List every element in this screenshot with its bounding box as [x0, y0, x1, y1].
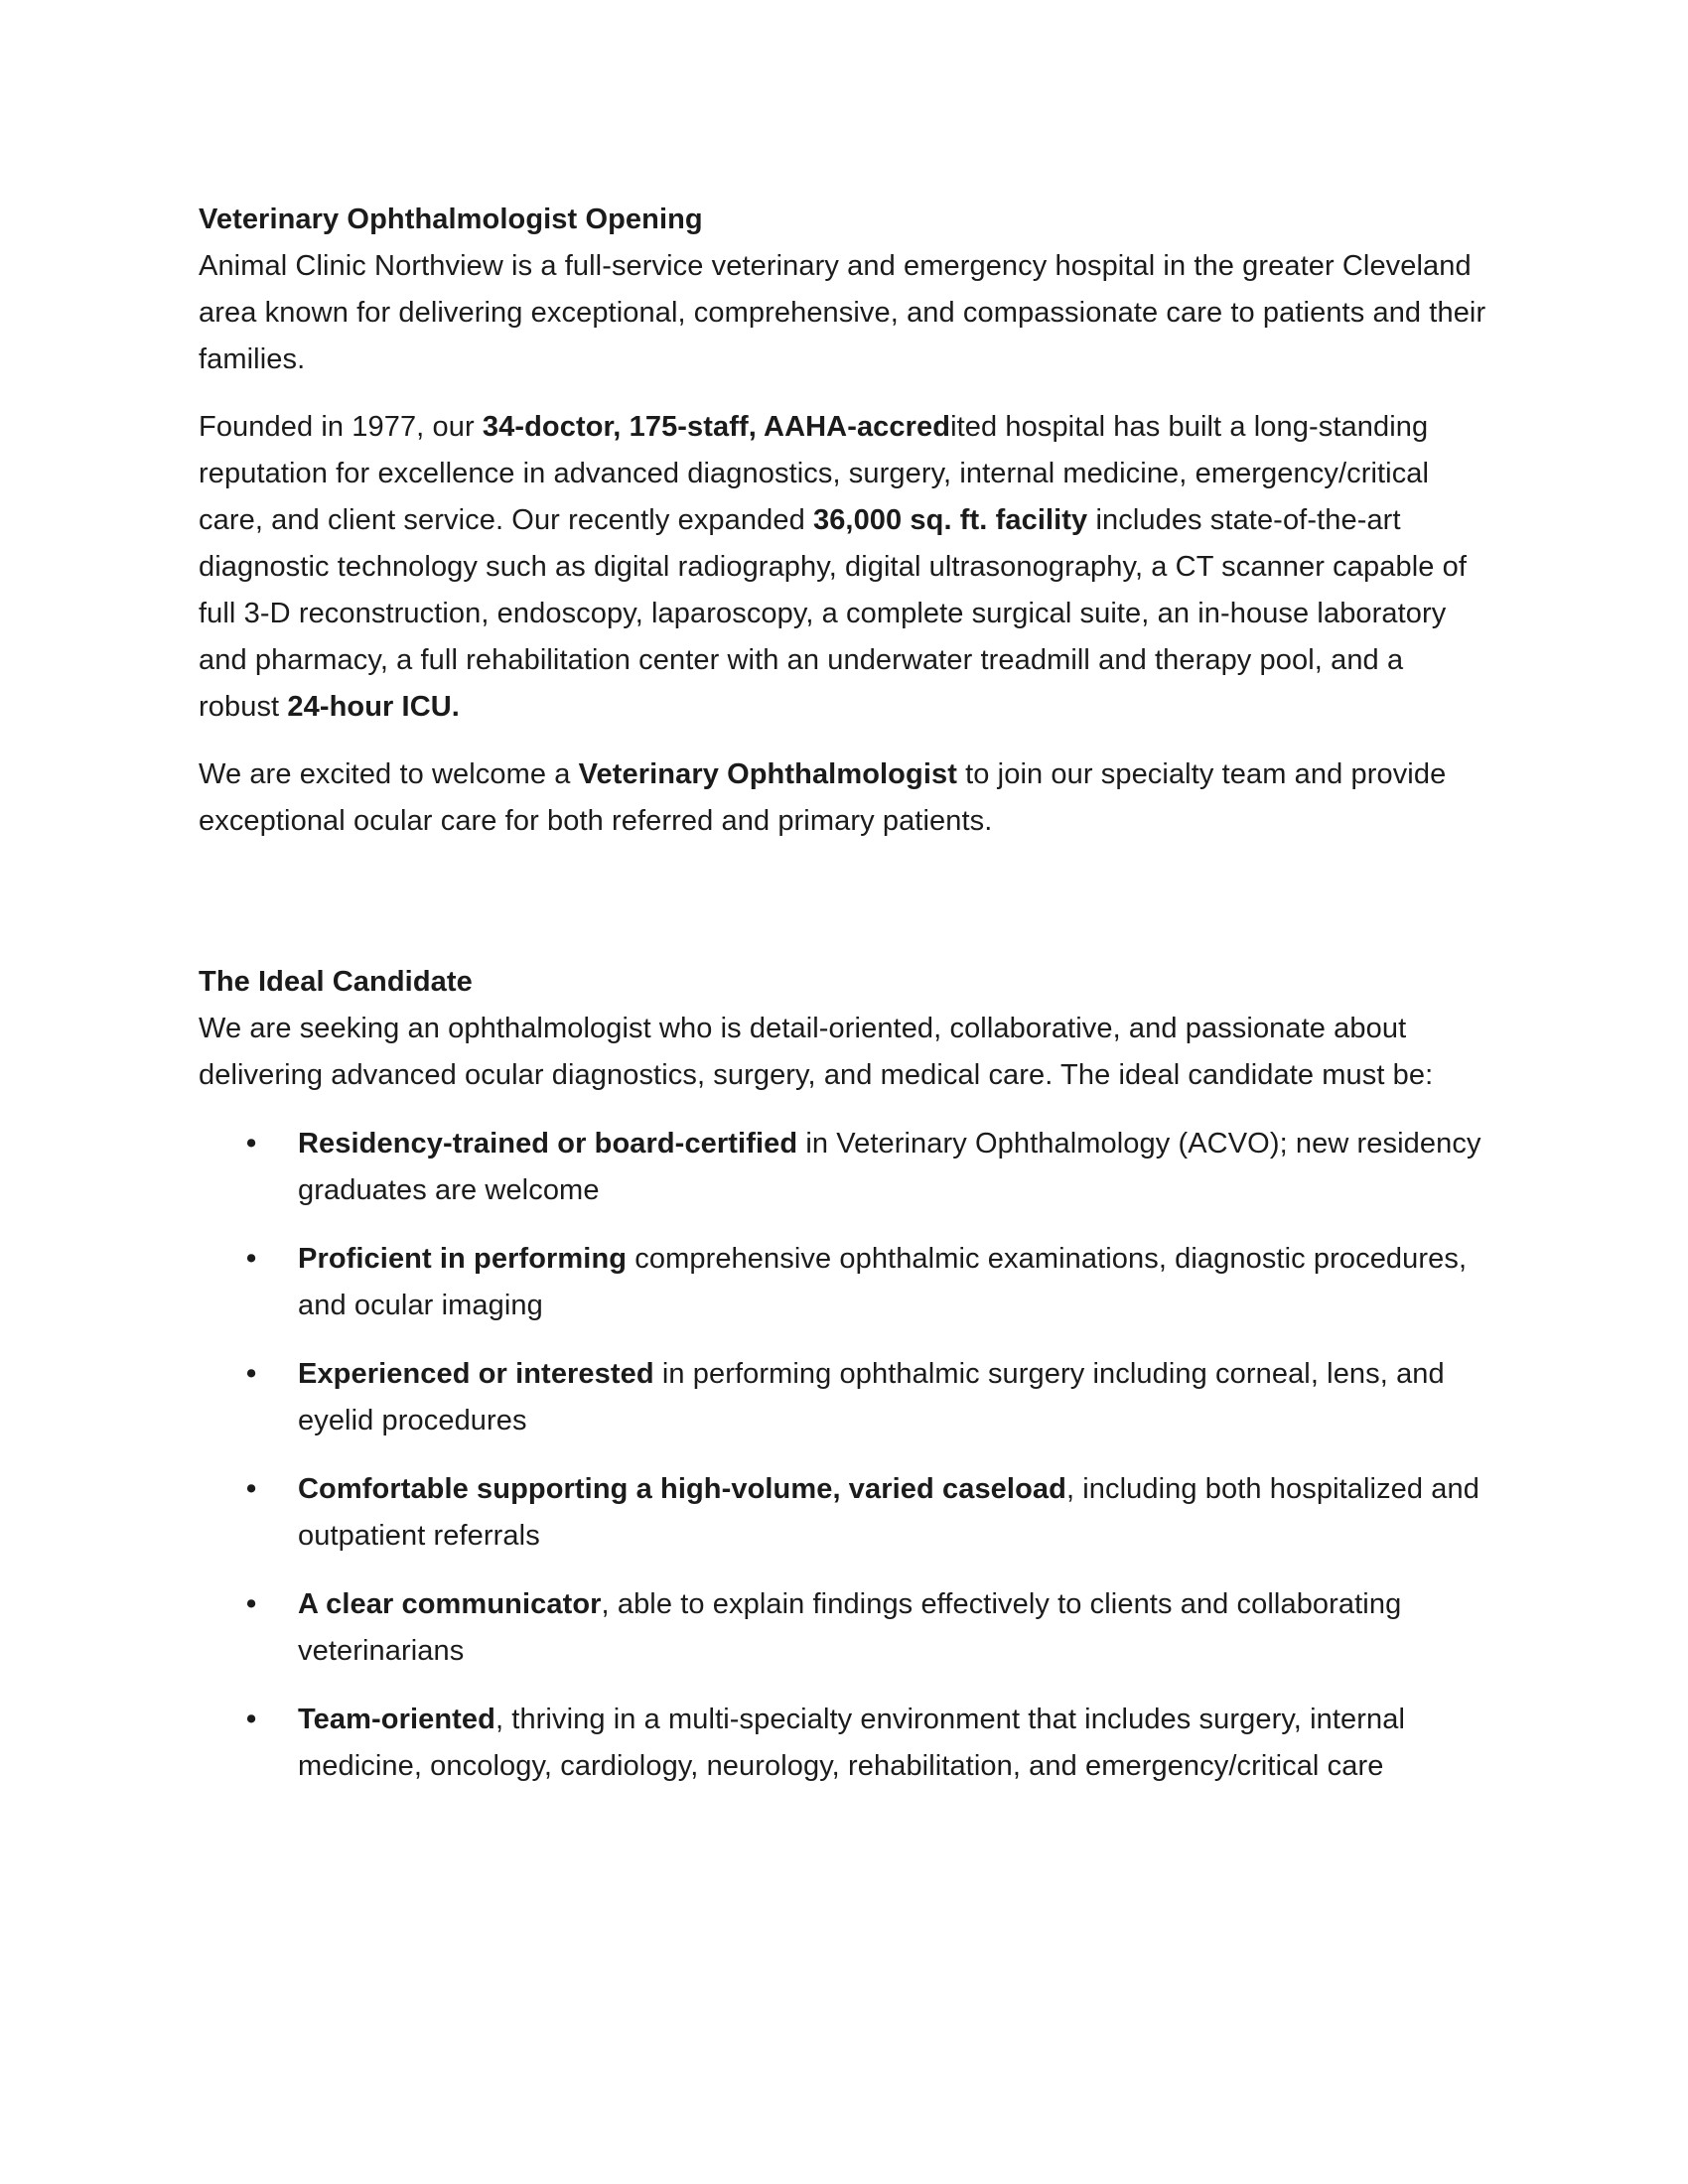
intro-paragraph: Animal Clinic Northview is a full-service veterinary and emergency hospital in the greater Cleveland area known for delivering exceptional, comprehensive, and compassionate care to patients and their families. [199, 250, 1486, 375]
requirement-text: , able to explain findings effectively to clients and collaborating veterinarians [298, 1588, 1402, 1667]
requirement-bold: A clear communicator [298, 1588, 602, 1620]
requirement-text: , including both hospitalized and outpatient referrals [298, 1473, 1479, 1552]
ideal-candidate-section [199, 959, 1489, 1790]
list-item [199, 1121, 1489, 1214]
bullet-icon: • [246, 1588, 257, 1620]
list-item [199, 1697, 1489, 1790]
list-item [199, 1581, 1489, 1675]
section-heading-opening: Veterinary Ophthalmologist Opening [199, 204, 703, 235]
role-highlight: Veterinary Ophthalmologist [578, 758, 957, 790]
bullet-icon: • [246, 1358, 257, 1390]
requirement-bold: Comfortable supporting a high-volume, varied caseload [298, 1473, 1066, 1505]
requirement-bold: Residency-trained or board-certified [298, 1128, 798, 1160]
requirement-text: in Veterinary Ophthalmology (ACVO); new residency graduates are welcome [298, 1128, 1481, 1206]
list-item [199, 1236, 1489, 1329]
requirement-text: , thriving in a multi-specialty environment that includes surgery, internal medicine, oncology, cardiology, neurology, rehabilitation, and emergency/critical care [298, 1704, 1406, 1782]
requirement-text: comprehensive ophthalmic examinations, diagnostic procedures, and ocular imaging [298, 1243, 1468, 1321]
requirement-text: in performing ophthalmic surgery including corneal, lens, and eyelid procedures [298, 1358, 1445, 1436]
welcome-text: to join our specialty team and provide exceptional ocular care for both referred and primary patients. [199, 758, 1447, 837]
facility-highlight: 36,000 sq. ft. facility [812, 504, 1088, 536]
welcome-text: We are excited to welcome a [199, 758, 579, 790]
bullet-icon: • [246, 1473, 257, 1505]
ideal-candidate-intro: We are seeking an ophthalmologist who is detail-oriented, collaborative, and passionate about delivering advanced ocular diagnostics, surgery, and medical care. The ideal candidate must be: [199, 1013, 1434, 1091]
history-paragraph [199, 404, 1489, 731]
section-heading-ideal-candidate: The Ideal Candidate [199, 966, 473, 998]
bullet-icon: • [246, 1128, 257, 1160]
history-text: includes state-of-the-art diagnostic technology such as digital radiography, digital ultrasonography, a CT scanner capable of full 3-D reconstruction, endoscopy, laparoscopy, a complete surgical suite, an in-house laboratory and pharmacy, a full rehabilitation center with an underwater treadmill and therapy pool, and a robust [199, 504, 1468, 723]
list-item [199, 1466, 1489, 1560]
bullet-icon: • [246, 1704, 257, 1735]
icu-highlight: 24-hour ICU. [287, 691, 460, 723]
requirements-list [199, 1121, 1489, 1790]
requirement-bold: Experienced or interested [298, 1358, 654, 1390]
requirement-bold: Proficient in performing [298, 1243, 628, 1275]
welcome-paragraph [199, 751, 1489, 845]
history-text: ited hospital has built a long-standing reputation for excellence in advanced diagnostics, surgery, internal medicine, emergency/critical care, and client service. Our recently expanded [199, 411, 1430, 536]
staff-highlight: 34-doctor, 175-staff, AAHA-accred [482, 411, 951, 443]
list-item [199, 1351, 1489, 1444]
requirement-bold: Team-oriented [298, 1704, 495, 1735]
document-body [199, 197, 1489, 1812]
history-text: Founded in 1977, our [199, 411, 483, 443]
bullet-icon: • [246, 1243, 257, 1275]
